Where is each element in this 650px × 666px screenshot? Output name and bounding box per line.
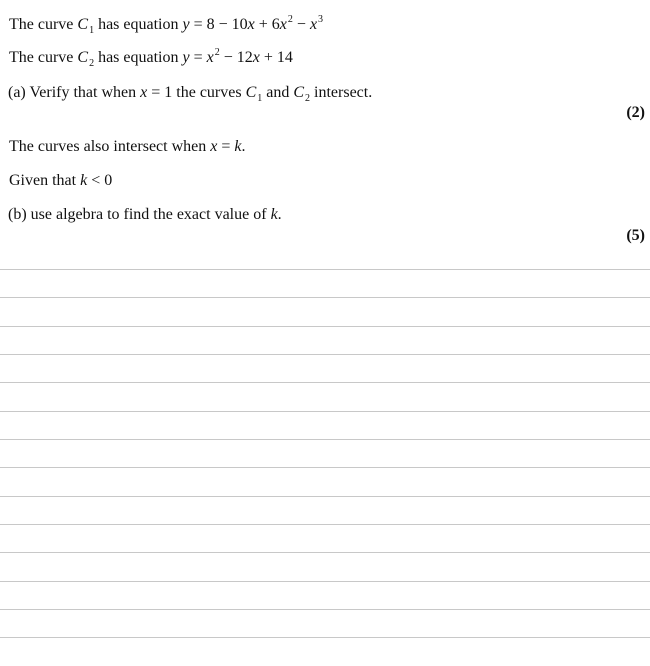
part-a-c2-name: C [293, 84, 305, 101]
part-b-period: . [277, 206, 282, 223]
c1-square: 2 [287, 14, 293, 25]
c1-minus: − [292, 16, 310, 33]
c1-prefix: The curve [9, 16, 74, 33]
given-condition: < 0 [87, 172, 113, 189]
answer-line[interactable] [0, 269, 650, 270]
answer-line[interactable] [0, 552, 650, 553]
answer-line[interactable] [0, 581, 650, 582]
answer-lines [0, 269, 650, 666]
answer-line[interactable] [0, 354, 650, 355]
part-a-c1-subscript: 1 [257, 93, 263, 104]
part-a-x: x [140, 84, 148, 101]
answer-line[interactable] [0, 524, 650, 525]
given-k: k [80, 172, 88, 189]
part-b-text: use algebra to find the exact value of [30, 206, 267, 223]
c2-x2: x [252, 49, 260, 66]
c1-equation-lhs: y [182, 16, 190, 33]
part-a-text-end: intersect. [314, 84, 373, 101]
c1-curve-name: C [77, 16, 89, 33]
part-a-eq-value: = 1 [147, 84, 173, 101]
also-intersect-prefix: The curves also intersect when [9, 138, 207, 155]
c1-x3: x [309, 16, 318, 33]
answer-line[interactable] [0, 637, 650, 638]
answer-line[interactable] [0, 411, 650, 412]
c1-x1: x [247, 16, 255, 33]
c2-eq: = [189, 49, 207, 66]
c1-equation-mid: = 8 − 10 [189, 16, 248, 33]
also-intersect-eq: = [217, 138, 235, 155]
part-a-and: and [266, 84, 290, 101]
c2-prefix: The curve [9, 49, 74, 66]
part-a-label: (a) [8, 84, 26, 101]
also-intersect-statement [9, 137, 246, 157]
part-a-text-before: Verify that when [29, 84, 137, 101]
c2-plus14: + 14 [259, 49, 293, 66]
also-intersect-x: x [210, 138, 218, 155]
part-a-c1-name: C [245, 84, 257, 101]
c1-cube: 3 [318, 14, 324, 25]
c1-has-equation: has equation [98, 16, 179, 33]
part-b-label: (b) [8, 206, 27, 223]
answer-line[interactable] [0, 297, 650, 298]
part-a-question [8, 83, 372, 105]
c2-square: 2 [214, 47, 220, 58]
also-intersect-period: . [241, 138, 246, 155]
part-b-k: k [270, 206, 278, 223]
c2-curve-name: C [77, 49, 89, 66]
c2-minus12: − 12 [219, 49, 253, 66]
curve-c1-statement [9, 15, 323, 37]
answer-line[interactable] [0, 382, 650, 383]
c2-subscript: 2 [89, 58, 95, 69]
part-b-question [8, 205, 282, 225]
also-intersect-k: k [234, 138, 242, 155]
given-prefix: Given that [9, 172, 77, 189]
c2-equation-lhs: y [182, 49, 190, 66]
curve-c2-statement [9, 48, 293, 70]
part-a-text-mid: the curves [176, 84, 242, 101]
answer-line[interactable] [0, 467, 650, 468]
part-a-c2-subscript: 2 [305, 93, 311, 104]
c1-x2: x [279, 16, 287, 33]
part-a-marks: (2) [626, 104, 645, 121]
c2-x1: x [206, 49, 214, 66]
c1-subscript: 1 [89, 25, 95, 36]
c2-has-equation: has equation [98, 49, 179, 66]
part-b-marks: (5) [626, 227, 645, 244]
answer-line[interactable] [0, 439, 650, 440]
given-statement [9, 171, 112, 191]
c1-plus6: + 6 [254, 16, 280, 33]
answer-line[interactable] [0, 496, 650, 497]
answer-line[interactable] [0, 609, 650, 610]
answer-line[interactable] [0, 326, 650, 327]
